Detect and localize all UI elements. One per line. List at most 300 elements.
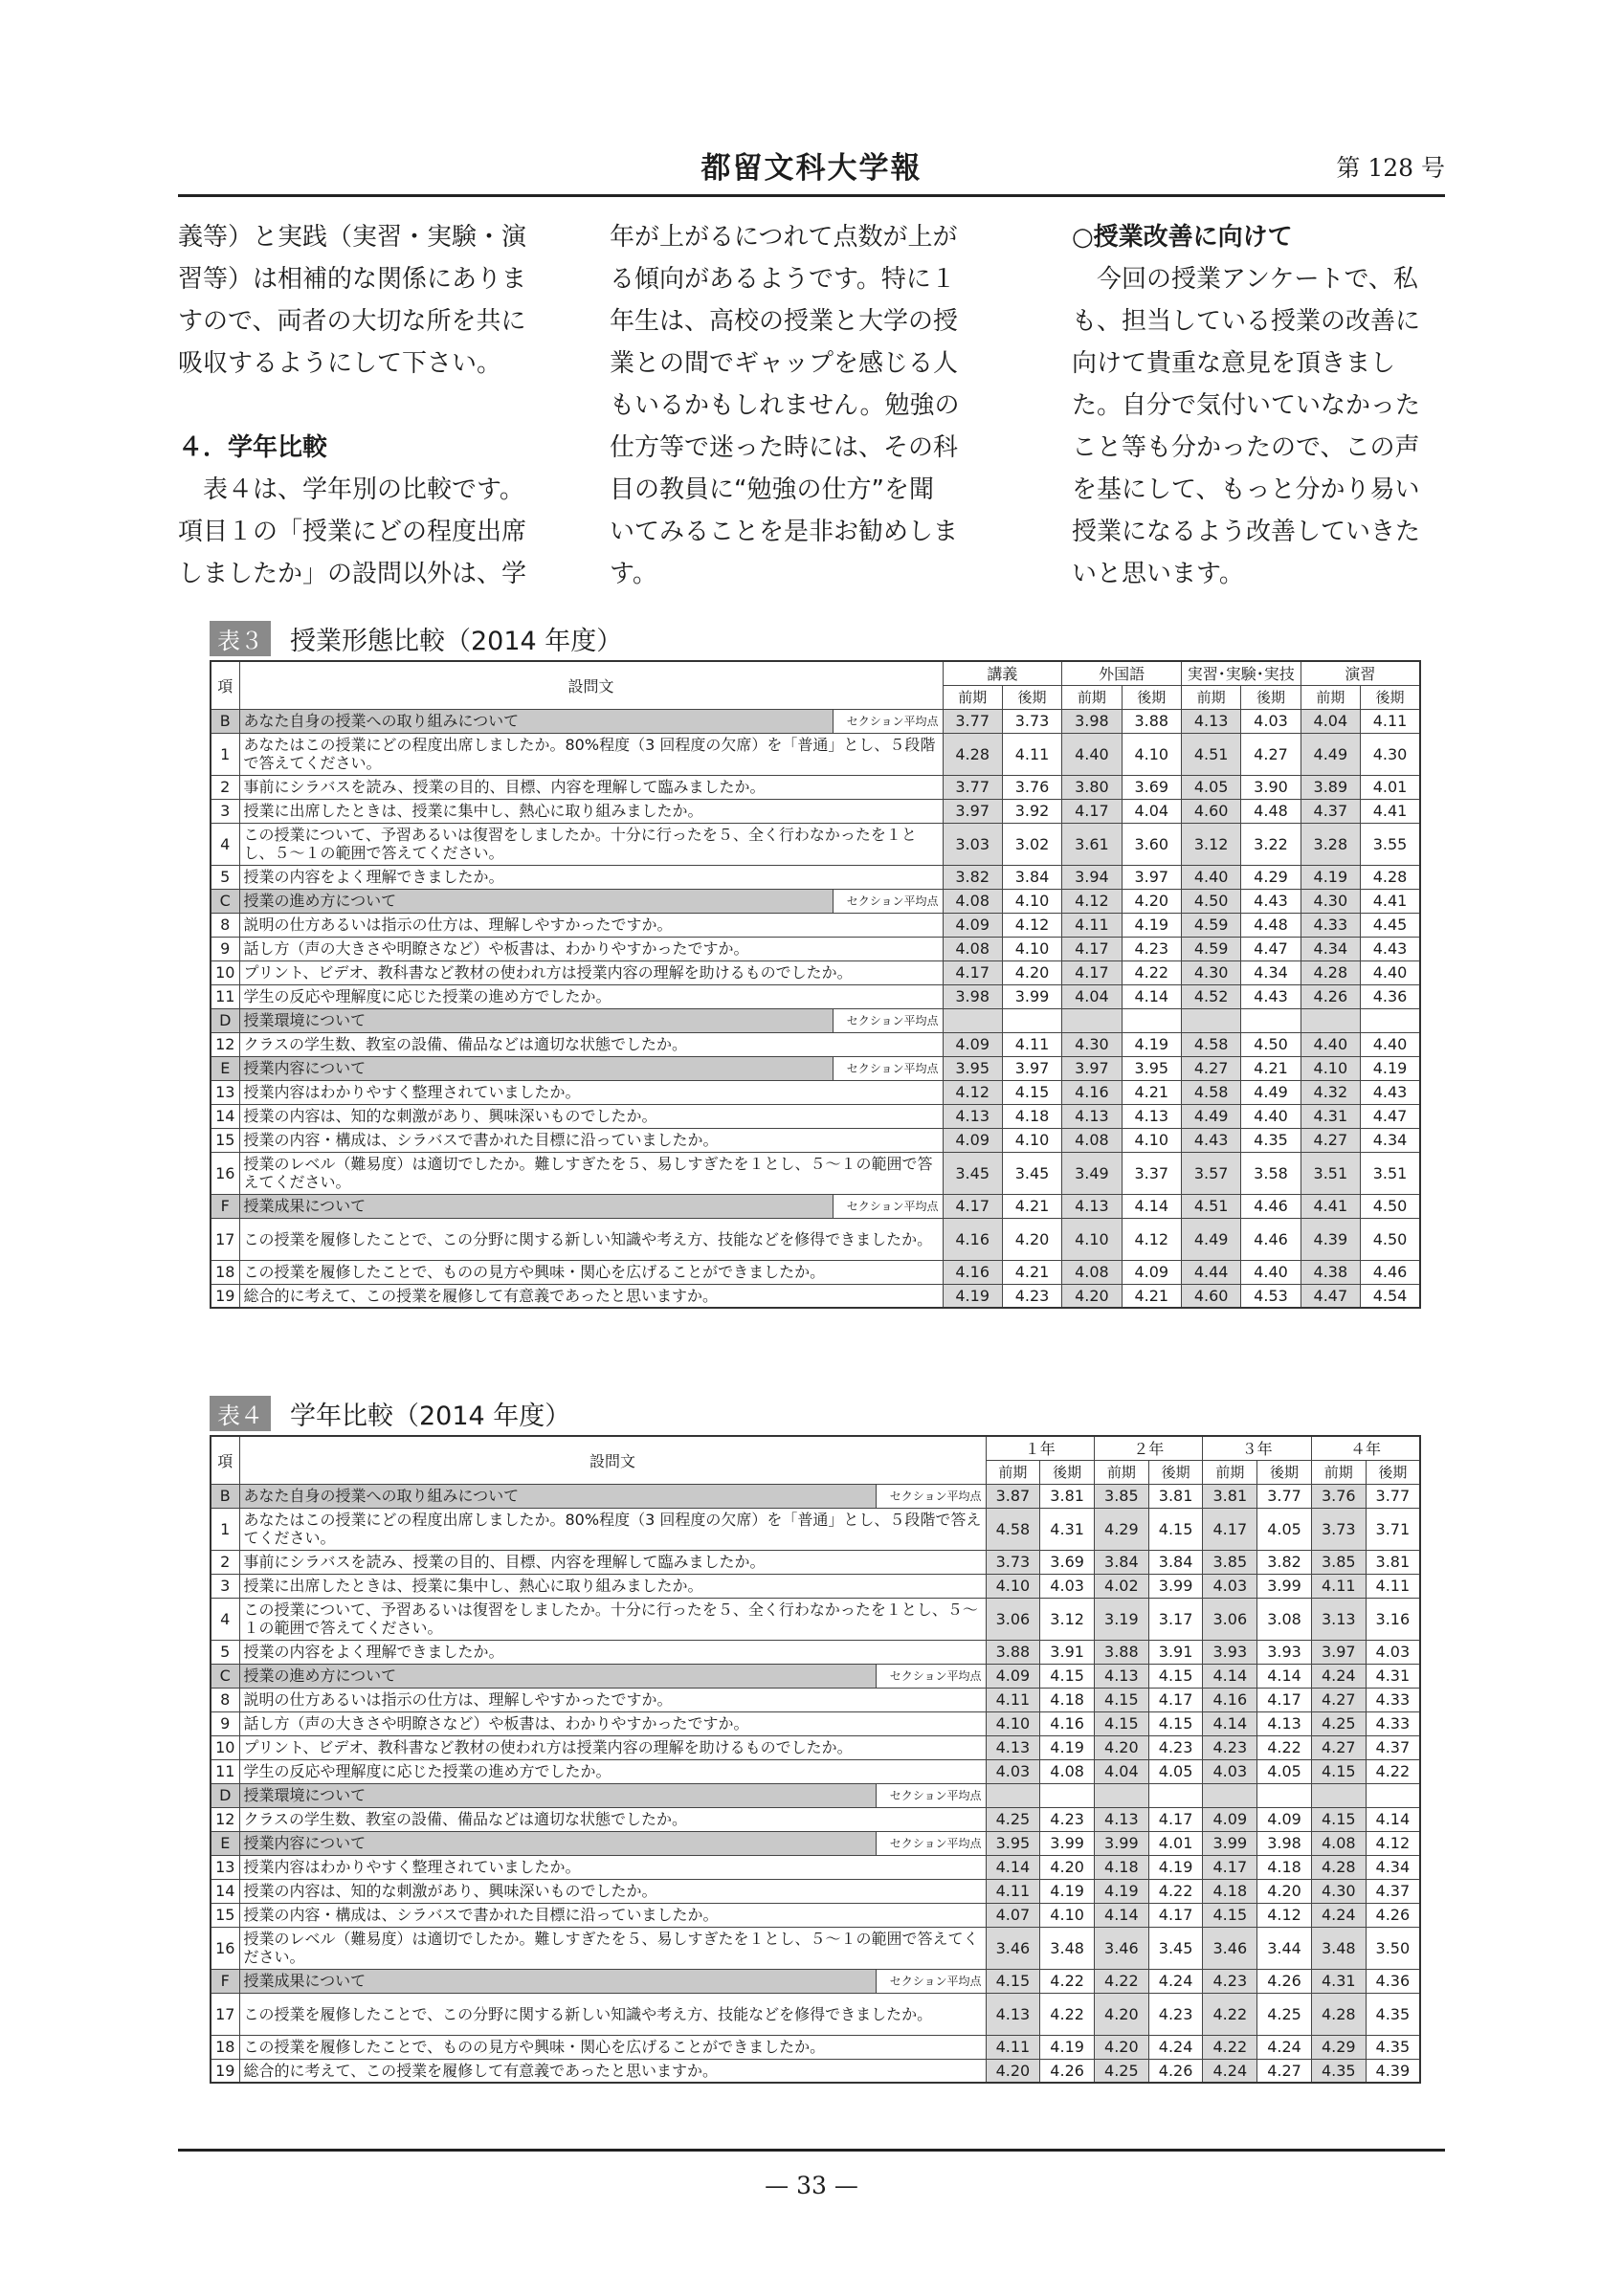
score-cell: 3.77 — [1257, 1484, 1312, 1508]
group-header: ３年 — [1203, 1436, 1311, 1460]
score-cell: 3.91 — [1148, 1640, 1203, 1664]
score-cell: 4.59 — [1181, 913, 1240, 937]
score-cell: 4.27 — [1257, 2059, 1312, 2083]
score-cell: 3.81 — [1203, 1484, 1257, 1508]
score-cell: 3.99 — [1148, 1574, 1203, 1598]
score-cell: 4.40 — [1181, 865, 1240, 889]
item-number: 2 — [211, 1550, 239, 1574]
score-cell: 3.77 — [943, 775, 1002, 799]
question-text: クラスの学生数、教室の設備、備品などは適切な状態でしたか。 — [239, 1032, 943, 1056]
score-cell: 4.11 — [986, 1688, 1040, 1711]
score-cell: 4.19 — [1040, 1879, 1095, 1903]
score-cell: 3.81 — [1366, 1550, 1420, 1574]
item-number: 8 — [211, 913, 239, 937]
score-cell: 4.04 — [1301, 709, 1360, 733]
text-line: 仕方等で迷った時には、その科 — [610, 433, 959, 462]
item-number: 19 — [211, 1284, 239, 1308]
score-cell: 4.10 — [1301, 1056, 1360, 1080]
score-cell: 4.59 — [1181, 937, 1240, 960]
score-cell: 4.27 — [1311, 1688, 1366, 1711]
score-cell: 4.20 — [1094, 1993, 1148, 2035]
score-cell: 4.16 — [943, 1260, 1002, 1284]
section-title: 授業内容について — [239, 1831, 876, 1855]
score-cell: 3.46 — [1203, 1927, 1257, 1969]
score-cell: 3.88 — [1094, 1640, 1148, 1664]
col-item-header: 項 — [211, 661, 239, 709]
score-cell: 4.16 — [943, 1218, 1002, 1260]
journal-title: 都留文科大学報 — [700, 151, 923, 186]
score-cell: 4.48 — [1241, 913, 1301, 937]
score-cell: 4.19 — [1040, 1735, 1095, 1759]
score-cell: 4.24 — [1311, 1664, 1366, 1688]
item-number: 4 — [211, 823, 239, 865]
score-cell: 4.14 — [1122, 1194, 1181, 1218]
score-cell: 4.43 — [1241, 889, 1301, 913]
score-cell: 3.93 — [1257, 1640, 1312, 1664]
score-cell: 4.24 — [1311, 1903, 1366, 1927]
term-header: 後期 — [1361, 685, 1420, 709]
score-cell: 4.12 — [1366, 1831, 1420, 1855]
score-cell: 3.06 — [986, 1598, 1040, 1640]
score-cell: 3.22 — [1241, 823, 1301, 865]
text-line — [178, 385, 578, 427]
score-cell: 3.88 — [1122, 709, 1181, 733]
item-number: 3 — [211, 1574, 239, 1598]
text-line: もいるかもしれません。勉強の — [610, 391, 960, 420]
score-cell: 4.40 — [1301, 1032, 1360, 1056]
item-number: 5 — [211, 1640, 239, 1664]
score-cell: 4.11 — [986, 1879, 1040, 1903]
score-cell: 3.46 — [986, 1927, 1040, 1969]
question-text: 学生の反応や理解度に応じた授業の進め方でしたか。 — [239, 984, 943, 1008]
score-cell: 4.08 — [1040, 1759, 1095, 1783]
score-cell: 4.47 — [1301, 1284, 1360, 1308]
score-cell: 4.08 — [943, 889, 1002, 913]
score-cell: 4.22 — [1203, 1993, 1257, 2035]
score-cell: 4.15 — [1002, 1080, 1061, 1104]
issue-number: 第 128 号 — [1336, 154, 1445, 182]
score-cell: 4.25 — [1257, 1993, 1312, 2035]
score-cell: 4.34 — [1301, 937, 1360, 960]
text-line: こと等も分かったので、この声 — [1072, 433, 1420, 462]
score-cell: 4.23 — [1148, 1735, 1203, 1759]
score-cell: 4.14 — [1366, 1807, 1420, 1831]
score-cell: 4.12 — [1122, 1218, 1181, 1260]
score-cell: 4.14 — [1203, 1711, 1257, 1735]
score-cell: 3.61 — [1062, 823, 1122, 865]
score-cell: 3.97 — [943, 799, 1002, 823]
item-number: F — [211, 1969, 239, 1993]
score-cell: 4.17 — [1062, 799, 1122, 823]
table-row — [211, 733, 1420, 775]
table-row — [211, 937, 1420, 960]
table-row — [211, 960, 1420, 984]
score-cell: 4.22 — [1040, 1969, 1095, 1993]
score-cell: 3.77 — [1366, 1484, 1420, 1508]
score-cell: 4.36 — [1361, 984, 1420, 1008]
score-cell: 4.13 — [1062, 1104, 1122, 1128]
score-cell: 3.92 — [1002, 799, 1061, 823]
group-header: 演習 — [1301, 661, 1420, 685]
score-cell — [1122, 1008, 1181, 1032]
section-title: 授業の進め方について — [239, 889, 833, 913]
score-cell: 4.45 — [1361, 913, 1420, 937]
section-title: 授業環境について — [239, 1783, 876, 1807]
score-cell: 4.08 — [1062, 1128, 1122, 1152]
score-cell: 4.14 — [1203, 1664, 1257, 1688]
score-cell: 3.60 — [1122, 823, 1181, 865]
score-cell: 4.31 — [1301, 1104, 1360, 1128]
item-number: 16 — [211, 1152, 239, 1194]
score-cell: 4.31 — [1040, 1508, 1095, 1550]
score-cell — [1094, 1783, 1148, 1807]
score-cell: 4.58 — [1181, 1080, 1240, 1104]
score-cell: 4.35 — [1366, 1993, 1420, 2035]
table-row — [211, 1855, 1420, 1879]
score-cell: 3.99 — [1257, 1574, 1312, 1598]
score-cell: 3.98 — [943, 984, 1002, 1008]
item-number: 14 — [211, 1879, 239, 1903]
score-cell: 4.24 — [1148, 2035, 1203, 2059]
score-cell — [943, 1008, 1002, 1032]
score-cell: 3.87 — [986, 1484, 1040, 1508]
item-number: 19 — [211, 2059, 239, 2083]
score-cell: 4.05 — [1257, 1759, 1312, 1783]
score-cell: 3.44 — [1257, 1927, 1312, 1969]
term-header: 後期 — [1241, 685, 1301, 709]
score-cell: 4.25 — [1311, 1711, 1366, 1735]
section-title: 授業成果について — [239, 1969, 876, 1993]
score-cell: 3.95 — [943, 1056, 1002, 1080]
question-text: 授業の内容・構成は、シラバスで書かれた目標に沿っていましたか。 — [239, 1903, 986, 1927]
score-cell: 4.10 — [986, 1711, 1040, 1735]
table-row — [211, 2035, 1420, 2059]
score-cell: 4.03 — [1241, 709, 1301, 733]
score-cell: 3.98 — [1257, 1831, 1312, 1855]
score-cell: 4.19 — [1361, 1056, 1420, 1080]
score-cell: 4.20 — [1257, 1879, 1312, 1903]
score-cell: 3.45 — [943, 1152, 1002, 1194]
score-cell: 4.50 — [1361, 1218, 1420, 1260]
score-cell — [1062, 1008, 1122, 1032]
score-cell: 4.19 — [1122, 913, 1181, 937]
table-row — [211, 823, 1420, 865]
score-cell: 4.35 — [1311, 2059, 1366, 2083]
section-title: あなた自身の授業への取り組みについて — [239, 709, 833, 733]
score-cell: 4.04 — [1122, 799, 1181, 823]
table-row — [211, 1032, 1420, 1056]
score-cell: 4.48 — [1241, 799, 1301, 823]
question-text: この授業について、予習あるいは復習をしましたか。十分に行ったを５、全く行わなかったを１とし、５～１の範囲で答えてください。 — [239, 823, 943, 865]
question-text: あなたはこの授業にどの程度出席しましたか。80%程度（3 回程度の欠席）を「普通」とし、５段階で答えてください。 — [239, 1508, 986, 1550]
question-text: 授業のレベル（難易度）は適切でしたか。難しすぎたを５、易しすぎたを１とし、５～１の範囲で答えてください。 — [239, 1927, 986, 1969]
score-cell: 4.21 — [1002, 1260, 1061, 1284]
score-cell: 4.21 — [1122, 1284, 1181, 1308]
score-cell: 4.43 — [1241, 984, 1301, 1008]
group-header: 講義 — [943, 661, 1062, 685]
score-cell: 4.34 — [1241, 960, 1301, 984]
score-cell: 4.11 — [1002, 1032, 1061, 1056]
score-cell — [1241, 1008, 1301, 1032]
section-average-note: セクション平均点 — [833, 1194, 943, 1218]
score-cell: 4.20 — [1094, 2035, 1148, 2059]
score-cell: 4.21 — [1122, 1080, 1181, 1104]
item-number: 18 — [211, 2035, 239, 2059]
table-row — [211, 1807, 1420, 1831]
table-row — [211, 1783, 1420, 1807]
score-cell: 4.23 — [1002, 1284, 1061, 1308]
table-row — [211, 1104, 1420, 1128]
score-cell: 4.09 — [1257, 1807, 1312, 1831]
score-cell: 4.13 — [1062, 1194, 1122, 1218]
score-cell: 4.04 — [1094, 1759, 1148, 1783]
item-number: 13 — [211, 1855, 239, 1879]
running-header — [178, 144, 1445, 193]
score-cell: 4.21 — [1241, 1056, 1301, 1080]
term-header: 前期 — [943, 685, 1002, 709]
term-header: 前期 — [1062, 685, 1122, 709]
item-number: F — [211, 1194, 239, 1218]
score-cell: 4.24 — [1148, 1969, 1203, 1993]
text-line: 年生は、高校の授業と大学の授 — [610, 307, 959, 336]
score-cell: 4.05 — [1148, 1759, 1203, 1783]
section-average-note: セクション平均点 — [876, 1664, 986, 1688]
term-header: 前期 — [1094, 1460, 1148, 1484]
score-cell: 4.37 — [1366, 1735, 1420, 1759]
score-cell: 3.12 — [1181, 823, 1240, 865]
text-line: すので、両者の大切な所を共に — [178, 307, 526, 336]
score-cell: 3.80 — [1062, 775, 1122, 799]
question-text: 事前にシラバスを読み、授業の目的、目標、内容を理解して臨みましたか。 — [239, 775, 943, 799]
text-column-2 — [610, 216, 1010, 595]
table-row — [211, 1688, 1420, 1711]
item-number: C — [211, 1664, 239, 1688]
score-cell: 4.03 — [1203, 1759, 1257, 1783]
score-cell: 4.17 — [1148, 1688, 1203, 1711]
table-row — [211, 1550, 1420, 1574]
score-cell: 4.03 — [1366, 1640, 1420, 1664]
term-header: 後期 — [1002, 685, 1061, 709]
term-header: 後期 — [1366, 1460, 1420, 1484]
item-number: 16 — [211, 1927, 239, 1969]
score-cell: 3.37 — [1122, 1152, 1181, 1194]
score-cell: 4.33 — [1366, 1711, 1420, 1735]
score-cell: 4.11 — [1311, 1574, 1366, 1598]
score-cell: 4.41 — [1361, 889, 1420, 913]
score-cell: 3.85 — [1094, 1484, 1148, 1508]
score-cell: 4.41 — [1301, 1194, 1360, 1218]
score-cell: 4.50 — [1181, 889, 1240, 913]
score-cell — [1311, 1783, 1366, 1807]
table-row — [211, 1640, 1420, 1664]
score-cell: 4.16 — [1040, 1711, 1095, 1735]
question-text: 総合的に考えて、この授業を履修して有意義であったと思いますか。 — [239, 2059, 986, 2083]
score-cell: 4.20 — [1040, 1855, 1095, 1879]
score-cell: 4.43 — [1361, 1080, 1420, 1104]
score-cell — [1361, 1008, 1420, 1032]
score-cell: 4.23 — [1203, 1735, 1257, 1759]
score-cell: 4.43 — [1361, 937, 1420, 960]
score-cell: 4.09 — [943, 1032, 1002, 1056]
item-number: 9 — [211, 1711, 239, 1735]
score-cell: 4.13 — [1181, 709, 1240, 733]
score-cell: 3.95 — [1122, 1056, 1181, 1080]
score-cell: 3.69 — [1122, 775, 1181, 799]
table-row — [211, 709, 1420, 733]
score-cell: 3.51 — [1361, 1152, 1420, 1194]
score-cell: 4.24 — [1257, 2035, 1312, 2059]
text-line: を基にして、もっと分かり易い — [1072, 475, 1420, 504]
score-cell: 4.41 — [1361, 799, 1420, 823]
table3-caption — [210, 620, 622, 657]
score-cell: 4.05 — [1181, 775, 1240, 799]
score-cell: 4.33 — [1301, 913, 1360, 937]
table-row — [211, 1194, 1420, 1218]
score-cell: 4.19 — [1301, 865, 1360, 889]
text-line: ４．学年比較 — [178, 433, 328, 462]
table-row — [211, 1879, 1420, 1903]
score-cell: 4.17 — [1203, 1855, 1257, 1879]
score-cell: 3.12 — [1040, 1598, 1095, 1640]
score-cell — [1181, 1008, 1240, 1032]
item-number: B — [211, 709, 239, 733]
question-text: 説明の仕方あるいは指示の仕方は、理解しやすかったですか。 — [239, 913, 943, 937]
score-cell: 4.28 — [1301, 960, 1360, 984]
score-cell: 4.30 — [1311, 1879, 1366, 1903]
score-cell: 4.54 — [1361, 1284, 1420, 1308]
score-cell: 4.50 — [1361, 1194, 1420, 1218]
table-row — [211, 1759, 1420, 1783]
question-text: プリント、ビデオ、教科書など教材の使われ方は授業内容の理解を助けるものでしたか。 — [239, 1735, 986, 1759]
item-number: 2 — [211, 775, 239, 799]
score-cell: 3.97 — [1122, 865, 1181, 889]
score-cell: 3.76 — [1311, 1484, 1366, 1508]
section-average-note: セクション平均点 — [833, 1056, 943, 1080]
col-item-header: 項 — [211, 1436, 239, 1484]
score-cell: 4.47 — [1361, 1104, 1420, 1128]
score-cell: 3.82 — [1257, 1550, 1312, 1574]
question-text: 総合的に考えて、この授業を履修して有意義であったと思いますか。 — [239, 1284, 943, 1308]
score-cell: 4.13 — [986, 1993, 1040, 2035]
score-cell: 4.08 — [1062, 1260, 1122, 1284]
text-line: 年が上がるにつれて点数が上が — [610, 223, 958, 252]
question-text: 授業の内容をよく理解できましたか。 — [239, 865, 943, 889]
section-title: あなた自身の授業への取り組みについて — [239, 1484, 876, 1508]
table-row — [211, 1260, 1420, 1284]
score-cell: 4.17 — [1062, 960, 1122, 984]
score-cell: 3.97 — [1311, 1640, 1366, 1664]
col-question-header: 設問文 — [239, 1436, 986, 1484]
score-cell: 3.99 — [1094, 1831, 1148, 1855]
score-cell: 3.88 — [986, 1640, 1040, 1664]
score-cell: 4.09 — [1203, 1807, 1257, 1831]
score-cell: 4.30 — [1301, 889, 1360, 913]
score-cell: 3.55 — [1361, 823, 1420, 865]
score-cell: 4.40 — [1241, 1260, 1301, 1284]
table-row — [211, 1008, 1420, 1032]
score-cell: 3.84 — [1148, 1550, 1203, 1574]
table-row — [211, 865, 1420, 889]
table-row — [211, 1484, 1420, 1508]
score-cell — [1203, 1783, 1257, 1807]
score-cell: 4.30 — [1062, 1032, 1122, 1056]
score-cell: 4.11 — [986, 2035, 1040, 2059]
score-cell: 4.36 — [1366, 1969, 1420, 1993]
score-cell: 4.22 — [1122, 960, 1181, 984]
text-line: 授業になるよう改善していきた — [1072, 518, 1421, 546]
table-row — [211, 1128, 1420, 1152]
question-text: 授業の内容・構成は、シラバスで書かれた目標に沿っていましたか。 — [239, 1128, 943, 1152]
score-cell — [1040, 1783, 1095, 1807]
score-cell: 3.13 — [1311, 1598, 1366, 1640]
score-cell: 3.97 — [1062, 1056, 1122, 1080]
score-cell: 3.85 — [1203, 1550, 1257, 1574]
score-cell: 4.49 — [1301, 733, 1360, 775]
score-cell: 4.10 — [1040, 1903, 1095, 1927]
score-cell: 3.49 — [1062, 1152, 1122, 1194]
score-cell: 3.73 — [1002, 709, 1061, 733]
text-column-1 — [178, 216, 578, 595]
score-cell: 4.12 — [1002, 913, 1061, 937]
score-cell: 4.19 — [1148, 1855, 1203, 1879]
table-row — [211, 1735, 1420, 1759]
score-cell: 4.40 — [1062, 733, 1122, 775]
score-cell: 3.91 — [1040, 1640, 1095, 1664]
score-cell: 3.77 — [943, 709, 1002, 733]
score-cell: 4.01 — [1361, 775, 1420, 799]
question-text: 授業に出席したときは、授業に集中し、熱心に取り組みましたか。 — [239, 799, 943, 823]
score-cell: 4.09 — [943, 913, 1002, 937]
item-number: 13 — [211, 1080, 239, 1104]
table-row — [211, 1969, 1420, 1993]
score-cell: 3.45 — [1148, 1927, 1203, 1969]
score-cell: 3.28 — [1301, 823, 1360, 865]
score-cell: 4.49 — [1181, 1218, 1240, 1260]
table-row — [211, 1598, 1420, 1640]
group-header: 実習･実験･実技 — [1181, 661, 1301, 685]
term-header: 後期 — [1257, 1460, 1312, 1484]
score-cell — [1002, 1008, 1061, 1032]
score-cell: 3.76 — [1002, 775, 1061, 799]
item-number: 10 — [211, 960, 239, 984]
table4-caption — [210, 1395, 570, 1432]
question-text: 授業内容はわかりやすく整理されていましたか。 — [239, 1855, 986, 1879]
score-cell: 4.40 — [1241, 1104, 1301, 1128]
score-cell: 4.13 — [986, 1735, 1040, 1759]
score-cell: 4.15 — [1311, 1759, 1366, 1783]
score-cell: 4.10 — [986, 1574, 1040, 1598]
text-column-3 — [1072, 216, 1445, 595]
table3-label: 表３ — [210, 621, 271, 656]
score-cell: 4.22 — [1148, 1879, 1203, 1903]
item-number: 8 — [211, 1688, 239, 1711]
term-header: 前期 — [1301, 685, 1360, 709]
score-cell: 3.94 — [1062, 865, 1122, 889]
score-cell: 4.14 — [1122, 984, 1181, 1008]
score-cell: 3.90 — [1241, 775, 1301, 799]
term-header: 前期 — [986, 1460, 1040, 1484]
term-header: 後期 — [1148, 1460, 1203, 1484]
score-cell: 4.20 — [986, 2059, 1040, 2083]
score-cell: 4.23 — [1148, 1993, 1203, 2035]
score-cell: 4.10 — [1122, 733, 1181, 775]
score-cell: 4.13 — [1094, 1807, 1148, 1831]
term-header: 後期 — [1122, 685, 1181, 709]
text-line: 表４は、学年別の比較です。 — [178, 475, 524, 504]
score-cell: 4.44 — [1181, 1260, 1240, 1284]
item-number: 17 — [211, 1993, 239, 2035]
text-line: 今回の授業アンケートで、私 — [1072, 265, 1418, 294]
